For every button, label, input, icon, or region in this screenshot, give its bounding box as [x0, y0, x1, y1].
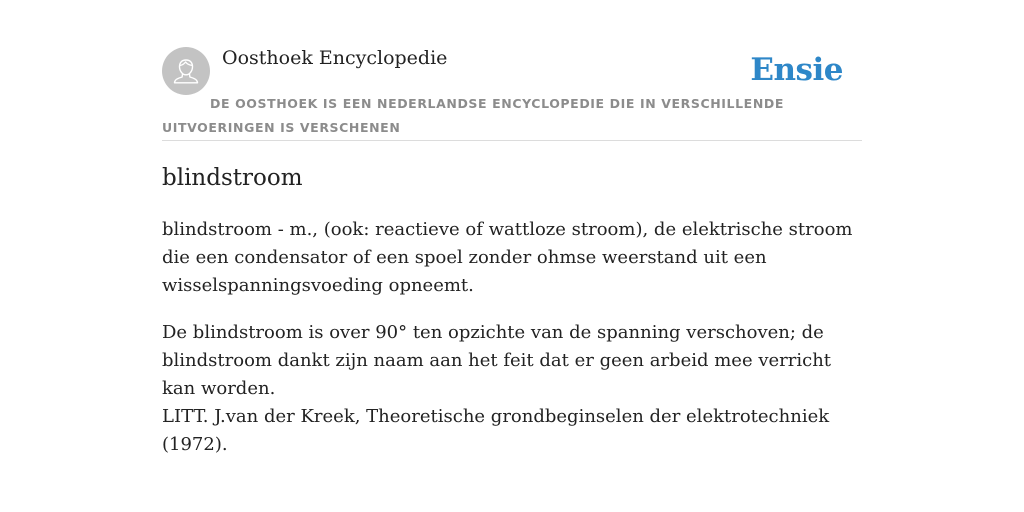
user-silhouette-icon	[162, 47, 210, 95]
article-title: blindstroom	[162, 165, 303, 191]
source-avatar[interactable]	[162, 47, 210, 95]
definition-paragraph: blindstroom - m., (ook: reactieve of wattloze stroom), de elektrische stroom die een condensator of een spoel zonder ohmse weerstand uit een wisselspanningsvoeding opneemt.	[162, 219, 853, 296]
source-header	[162, 46, 862, 141]
source-description: DE OOSTHOEK IS EEN NEDERLANDSE ENCYCLOPEDIE DIE IN VERSCHILLENDE UITVOERINGEN IS VERSCHENEN	[162, 96, 784, 135]
literature-reference: LITT. J.van der Kreek, Theoretische grondbeginselen der elektrotechniek (1972).	[162, 406, 830, 455]
article-content	[162, 216, 862, 478]
explanation-paragraph	[162, 319, 862, 459]
explanation-text: De blindstroom is over 90° ten opzichte van de spanning verschoven; de blindstroom dankt zijn naam aan het feit dat er geen arbeid mee verricht kan worden.	[162, 322, 832, 399]
source-name-link[interactable]: Oosthoek Encyclopedie	[222, 47, 448, 69]
ensie-logo[interactable]: Ensie	[750, 52, 843, 88]
